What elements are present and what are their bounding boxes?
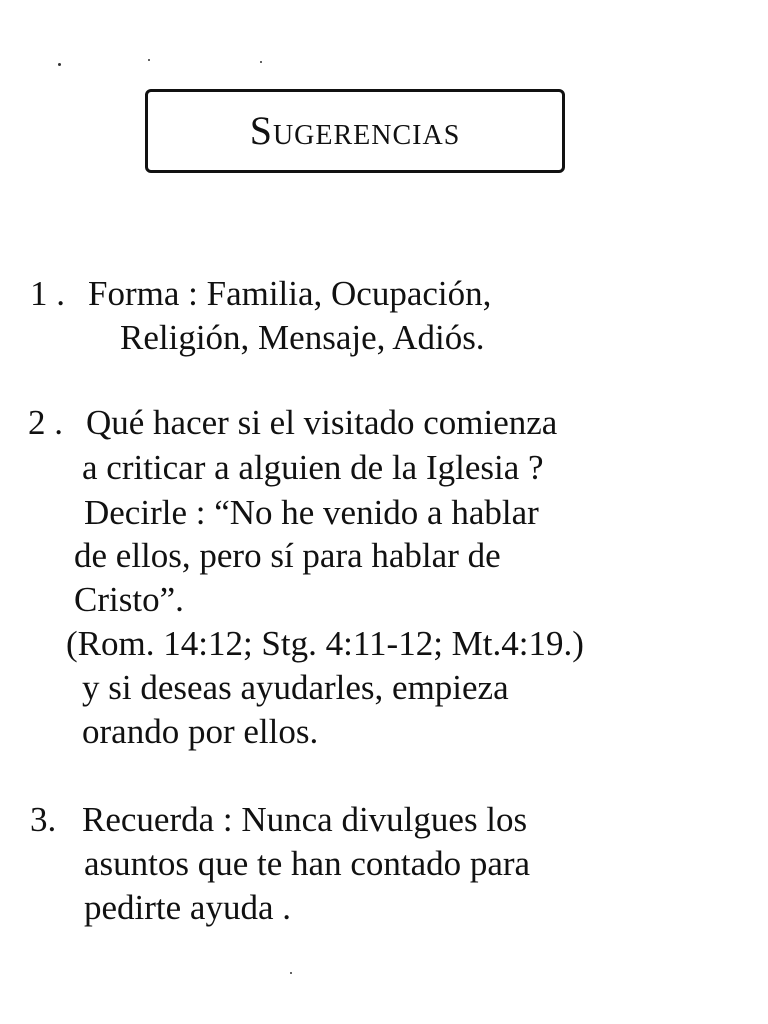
item-1-number: 1 . (30, 274, 65, 313)
scan-speck (260, 61, 262, 63)
item-3-line-2: asuntos que te han contado para (84, 844, 531, 883)
item-2-line-8: orando por ellos. (82, 712, 319, 751)
scan-speck (148, 59, 150, 61)
item-2-line-4: de ellos, pero sí para hablar de (74, 536, 501, 575)
page-title: Sugerencias (249, 108, 461, 153)
scan-speck (290, 972, 292, 974)
title-box (145, 89, 565, 173)
item-2-line-5: Cristo”. (74, 580, 184, 619)
item-1-line-1: Forma : Familia, Ocupación, (88, 274, 492, 313)
item-2-line-1: Qué hacer si el visitado comienza (86, 403, 558, 442)
item-2-line-6: (Rom. 14:12; Stg. 4:11-12; Mt.4:19.) (66, 624, 584, 663)
item-2-number: 2 . (28, 403, 63, 442)
item-3-line-3: pedirte ayuda . (84, 888, 291, 927)
item-1-line-2: Religión, Mensaje, Adiós. (120, 318, 485, 357)
item-3-number: 3. (30, 800, 57, 839)
item-2-line-7: y si deseas ayudarles, empieza (82, 668, 509, 707)
item-2-line-3: Decirle : “No he venido a hablar (84, 493, 539, 532)
item-2-line-2: a criticar a alguien de la Iglesia ? (82, 448, 544, 487)
item-3-line-1: Recuerda : Nunca divulgues los (82, 800, 528, 839)
scan-speck (58, 63, 61, 66)
